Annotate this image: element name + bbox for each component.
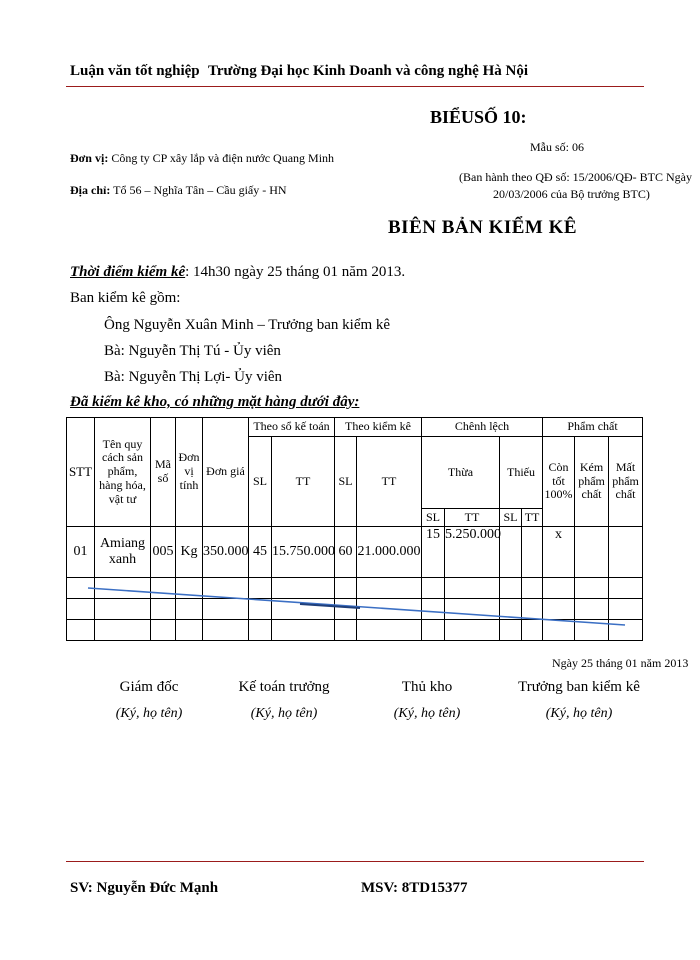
template-number: Mẫu số: 06 [530, 140, 584, 154]
header-shortage: Thiếu [500, 437, 543, 509]
header-price: Đơn giá [203, 418, 249, 527]
cell-unit: Kg [176, 527, 203, 578]
cell-stt: 01 [67, 527, 95, 578]
document-title: BIÊN BẢN KIỂM KÊ [388, 217, 578, 238]
header-books-sl: SL [249, 437, 272, 527]
header-shortage-tt: TT [522, 509, 543, 527]
signature-note: (Ký, họ tên) [393, 706, 461, 721]
board-member: Bà: Nguyễn Thị Tú - Ủy viên [104, 343, 281, 359]
signature-role-board-head: Trưởng ban kiểm kê [518, 679, 640, 695]
signature-role-director: Giám đốc [119, 679, 179, 695]
header-count: Theo kiểm kê [335, 418, 422, 437]
cell-good: x [543, 527, 575, 578]
cell-name: Amiang xanh [95, 527, 151, 578]
header-difference: Chênh lệch [422, 418, 543, 437]
header-surplus-tt: TT [445, 509, 500, 527]
cell-count-tt: 21.000.000 [357, 527, 422, 578]
signature-note: (Ký, họ tên) [545, 706, 613, 721]
board-member: Bà: Nguyễn Thị Lợi- Ủy viên [104, 369, 283, 385]
header-good: Còn tốt 100% [543, 437, 575, 527]
form-code: BIỂUSỐ 10: [430, 107, 527, 127]
decree-line1: (Ban hành theo QĐ số: 15/2006/QĐ- BTC Ngày [459, 170, 692, 184]
header-shortage-sl: SL [500, 509, 522, 527]
cell-book-sl: 45 [249, 527, 272, 578]
header-code: Mã số [151, 418, 176, 527]
header-count-tt: TT [357, 437, 422, 527]
header-stt: STT [67, 418, 95, 527]
cell-price: 350.000 [203, 527, 249, 578]
decree-line2: 20/03/2006 của Bộ trưởng BTC) [493, 187, 650, 201]
board-member: Ông Nguyễn Xuân Minh – Trưởng ban kiểm kê [104, 317, 391, 333]
footer-student: SV: Nguyễn Đức Mạnh [70, 880, 219, 896]
signature-note: (Ký, họ tên) [250, 706, 318, 721]
unit-value: Công ty CP xây lắp và điện nước Quang Minh [111, 151, 335, 165]
header-poor: Kém phẩm chất [575, 437, 609, 527]
header-name: Tên quy cách sản phẩm, hàng hóa, vật tư [95, 418, 151, 527]
signature-role-chief-accountant: Kế toán trưởng [238, 679, 330, 695]
cell-surplus-tt: 5.250.000 [445, 527, 500, 578]
header-books-tt: TT [272, 437, 335, 527]
header-books: Theo sổ kế toán [249, 418, 335, 437]
header-lost: Mất phẩm chất [609, 437, 643, 527]
checked-note: Đã kiểm kê kho, có những mặt hàng dưới đây: [70, 394, 360, 410]
unit-label: Đơn vị: [70, 151, 109, 165]
sign-date: Ngày 25 tháng 01 năm 2013 [552, 656, 689, 670]
time-label: Thời điểm kiểm kê [70, 264, 186, 280]
header-count-sl: SL [335, 437, 357, 527]
board-heading: Ban kiểm kê gồm: [70, 290, 181, 306]
header-surplus-sl: SL [422, 509, 445, 527]
time-value: : 14h30 ngày 25 tháng 01 năm 2013. [185, 264, 406, 280]
signature-role-storekeeper: Thủ kho [401, 679, 453, 695]
cell-count-sl: 60 [335, 527, 357, 578]
header-surplus: Thừa [422, 437, 500, 509]
footer-rule [66, 861, 644, 862]
footer-student-id: MSV: 8TD15377 [361, 880, 468, 896]
header-right: Trường Đại học Kinh Doanh và công nghệ Hà Nội [208, 63, 528, 79]
header-unit: Đơn vị tính [176, 418, 203, 527]
header-left: Luận văn tốt nghiệp [70, 63, 200, 79]
address-label: Địa chỉ: [70, 183, 111, 197]
address-value: Tổ 56 – Nghĩa Tân – Cầu giấy - HN [113, 183, 287, 197]
header-quality: Phẩm chất [543, 418, 643, 437]
cell-surplus-sl: 15 [422, 527, 445, 578]
cell-book-tt: 15.750.000 [272, 527, 335, 578]
cell-code: 005 [151, 527, 176, 578]
signature-note: (Ký, họ tên) [115, 706, 183, 721]
